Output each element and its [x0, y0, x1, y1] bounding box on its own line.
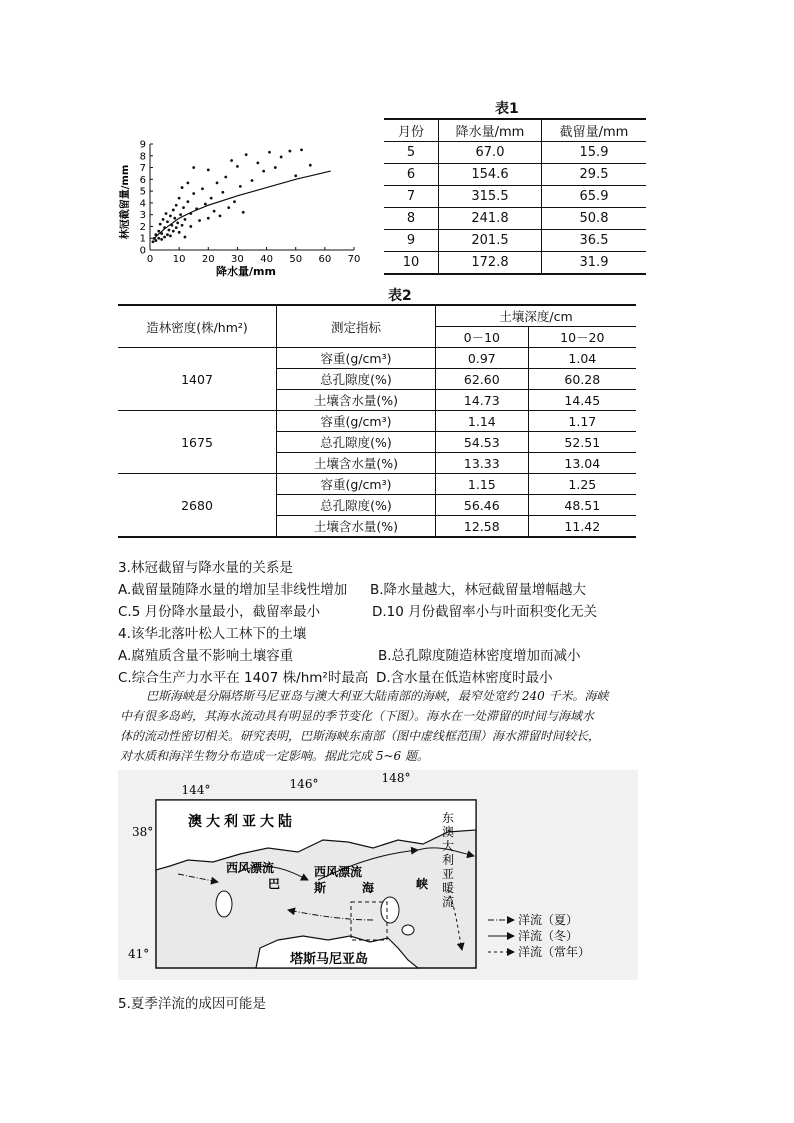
table-cell: 315.5 [439, 186, 542, 208]
passage-line: 体的流动性密切相关。研究表明，巴斯海峡东南部（图中虚线框范围）海水滞留时间较长， [120, 729, 601, 743]
data-point [227, 206, 230, 209]
scatter-chart [118, 138, 368, 280]
x-tick-label: 0 [146, 254, 154, 265]
table-cell: 154.6 [439, 164, 542, 186]
longitude-label: 148° [381, 771, 411, 785]
data-point [172, 209, 175, 212]
east-current-char: 大 [441, 839, 455, 853]
table-cell: 容重(g/cm³) [277, 474, 436, 495]
table1-title: 表1 [495, 101, 519, 117]
data-point [173, 217, 176, 220]
table-header: 降水量/mm [439, 119, 542, 142]
east-australian-current-label [442, 811, 454, 909]
table-cell: 29.5 [542, 164, 647, 186]
table-cell: 13.04 [528, 453, 636, 474]
table-header: 月份 [384, 119, 439, 142]
latitude-label: 38° [132, 825, 154, 839]
data-point [179, 213, 182, 216]
table-row [384, 230, 646, 252]
latitude-label: 41° [128, 947, 150, 961]
y-tick-label: 1 [139, 233, 146, 245]
west-wind-drift-label: 西风漂流 [226, 861, 275, 875]
table-header: 截留量/mm [542, 119, 647, 142]
table-row [384, 186, 646, 208]
table-cell: 54.53 [436, 432, 529, 453]
data-point [207, 169, 210, 172]
table-cell: 1.14 [436, 411, 529, 432]
data-point [207, 217, 210, 220]
y-tick-label: 0 [139, 245, 146, 257]
table-cell: 6 [384, 164, 439, 186]
passage-line: 巴斯海峡是分隔塔斯马尼亚岛与澳大利亚大陆南部的海峡，最窄处宽约 240 千米。海峡 [146, 689, 609, 703]
data-point [178, 231, 181, 234]
table-cell: 14.73 [436, 390, 529, 411]
trend-line [153, 171, 331, 239]
table-cell: 15.9 [542, 142, 647, 164]
data-point [245, 153, 248, 156]
flinders-island-shape [381, 897, 399, 923]
passage-line: 中有很多岛屿，其海水流动具有明显的季节变化（下图）。海水在一处滞留的时间与海域水 [120, 709, 595, 723]
data-point [224, 176, 227, 179]
x-tick-label: 40 [260, 254, 273, 265]
question-3-stem: 3.林冠截留与降水量的关系是 [118, 560, 293, 576]
data-point [166, 233, 169, 236]
data-point [186, 181, 189, 184]
data-point [242, 211, 245, 214]
data-point [300, 148, 303, 151]
east-current-char: 亚 [441, 867, 455, 881]
table-cell: 31.9 [542, 252, 647, 275]
y-tick-label: 6 [139, 174, 146, 186]
table-row [118, 348, 636, 369]
data-point [256, 161, 259, 164]
east-current-char: 暖 [441, 881, 455, 895]
table-cell: 总孔隙度(%) [277, 432, 436, 453]
tasmania-label: 塔斯马尼亚岛 [290, 952, 369, 967]
data-point [221, 191, 224, 194]
table-cell: 土壤含水量(%) [277, 390, 436, 411]
table-header-row [384, 119, 646, 142]
strait-char: 斯 [314, 881, 327, 895]
table-cell: 1.04 [528, 348, 636, 369]
question-5-stem: 5.夏季洋流的成因可能是 [118, 996, 266, 1012]
table-cell: 201.5 [439, 230, 542, 252]
table-cell: 10 [384, 252, 439, 275]
strait-char: 巴 [268, 877, 281, 891]
data-point [213, 210, 216, 213]
y-tick-label: 2 [139, 221, 146, 233]
data-point [230, 159, 233, 162]
east-current-char: 东 [441, 811, 455, 825]
longitude-label: 144° [181, 783, 211, 797]
data-point [160, 238, 163, 241]
data-point [163, 236, 166, 239]
table1 [384, 118, 646, 275]
data-point [169, 214, 172, 217]
strait-char: 海 [362, 881, 375, 895]
small-island-shape [402, 925, 414, 935]
table-cell: 总孔隙度(%) [277, 369, 436, 390]
question-4-option-b: B.总孔隙度随造林密度增加而减小 [378, 648, 581, 664]
table-row [384, 208, 646, 230]
data-point [168, 229, 171, 232]
question-4-option-d: D.含水量在低造林密度时最小 [376, 670, 553, 686]
table-row [384, 252, 646, 275]
x-axis-label: 降水量/mm [216, 265, 276, 278]
table-cell: 65.9 [542, 186, 647, 208]
y-tick-label: 7 [139, 163, 146, 175]
table-cell: 62.60 [436, 369, 529, 390]
table-cell: 60.28 [528, 369, 636, 390]
question-3-option-c: C.5 月份降水量最小，截留率最小 [118, 604, 321, 620]
table-cell: 容重(g/cm³) [277, 348, 436, 369]
table-row [384, 164, 646, 186]
data-point [186, 200, 189, 203]
table-cell: 0.97 [436, 348, 529, 369]
table-cell: 1.25 [528, 474, 636, 495]
table-cell: 48.51 [528, 495, 636, 516]
table-cell: 7 [384, 186, 439, 208]
data-point [233, 200, 236, 203]
west-wind-drift-label: 西风漂流 [314, 865, 363, 879]
y-tick-label: 5 [139, 186, 146, 198]
density-cell: 1675 [118, 411, 277, 474]
table-cell: 9 [384, 230, 439, 252]
table-cell: 172.8 [439, 252, 542, 275]
table-cell: 总孔隙度(%) [277, 495, 436, 516]
data-point [184, 218, 187, 221]
table-cell: 13.33 [436, 453, 529, 474]
data-point [192, 166, 195, 169]
x-tick-label: 10 [172, 254, 186, 265]
data-point [162, 218, 165, 221]
data-point [201, 187, 204, 190]
data-point [172, 230, 175, 233]
data-point [176, 222, 179, 225]
data-point [154, 239, 157, 242]
table-cell: 14.45 [528, 390, 636, 411]
table-cell: 容重(g/cm³) [277, 411, 436, 432]
bass-strait-map [118, 770, 638, 980]
data-point [175, 204, 178, 207]
data-point [181, 186, 184, 189]
legend-summer-label: 洋流（夏） [518, 913, 579, 927]
x-tick-label: 60 [318, 254, 332, 265]
table-header: 土壤深度/cm [436, 305, 637, 327]
table-cell: 67.0 [439, 142, 542, 164]
x-tick-label: 20 [201, 254, 215, 265]
question-4-option-c: C.综合生产力水平在 1407 株/hm²时最高 [118, 670, 369, 686]
data-point [157, 237, 160, 240]
table-row [118, 411, 636, 432]
data-point [210, 197, 213, 200]
table-header-row [118, 305, 636, 327]
table-row [384, 142, 646, 164]
data-point [294, 174, 297, 177]
legend-year-label: 洋流（常年） [518, 945, 591, 959]
legend-winter-label: 洋流（冬） [518, 929, 579, 943]
table-cell: 1.17 [528, 411, 636, 432]
question-3-option-d: D.10 月份截留率小与叶面积变化无关 [372, 604, 598, 620]
density-cell: 1407 [118, 348, 277, 411]
table-cell: 8 [384, 208, 439, 230]
table-cell: 1.15 [436, 474, 529, 495]
east-current-char: 利 [441, 853, 455, 867]
y-tick-label: 8 [139, 151, 146, 163]
table-cell: 土壤含水量(%) [277, 516, 436, 538]
data-point [288, 150, 291, 153]
data-point [268, 151, 271, 154]
table-row [118, 474, 636, 495]
data-point [309, 164, 312, 167]
data-point [236, 165, 239, 168]
x-tick-label: 30 [231, 254, 244, 265]
table-cell: 12.58 [436, 516, 529, 538]
data-point [178, 197, 181, 200]
data-point [157, 230, 160, 233]
table-header: 测定指标 [277, 305, 436, 348]
table2-title: 表2 [388, 288, 412, 304]
question-3-option-b: B.降水量越大，林冠截留量增幅越大 [370, 582, 587, 598]
data-point [181, 224, 184, 227]
data-point [239, 185, 242, 188]
table-cell: 56.46 [436, 495, 529, 516]
y-tick-label: 3 [139, 210, 146, 222]
mainland-label: 澳大利亚大陆 [188, 814, 296, 830]
data-point [166, 220, 169, 223]
data-point [169, 234, 172, 237]
data-point [152, 240, 155, 243]
table-cell: 5 [384, 142, 439, 164]
data-point [216, 181, 219, 184]
data-point [192, 192, 195, 195]
table-header: 10－20 [528, 327, 636, 348]
data-point [182, 206, 185, 209]
table-cell: 241.8 [439, 208, 542, 230]
data-point [280, 156, 283, 159]
y-tick-label: 9 [139, 139, 146, 151]
x-tick-label: 70 [347, 254, 361, 265]
table2 [118, 304, 636, 538]
passage-line: 对水质和海洋生物分布造成一定影响。据此完成 5~6 题。 [120, 749, 429, 763]
longitude-label: 146° [289, 777, 319, 791]
table-cell: 50.8 [542, 208, 647, 230]
question-4-option-a: A.腐殖质含量不影响土壤容重 [118, 648, 294, 664]
east-current-char: 澳 [441, 825, 455, 839]
table-cell: 11.42 [528, 516, 636, 538]
table-header: 0－10 [436, 327, 529, 348]
data-point [262, 170, 265, 173]
table-cell: 52.51 [528, 432, 636, 453]
x-tick-label: 50 [289, 254, 303, 265]
data-point [159, 223, 162, 226]
y-tick-label: 4 [139, 198, 146, 210]
data-point [165, 212, 168, 215]
strait-char: 峡 [416, 877, 429, 891]
table-cell: 36.5 [542, 230, 647, 252]
king-island-shape [216, 891, 232, 917]
data-point [198, 219, 201, 222]
density-cell: 2680 [118, 474, 277, 538]
data-point [184, 236, 187, 239]
table-cell: 土壤含水量(%) [277, 453, 436, 474]
east-current-char: 流 [441, 895, 455, 909]
data-point [274, 166, 277, 169]
data-point [189, 225, 192, 228]
data-point [175, 226, 178, 229]
data-point [204, 203, 207, 206]
data-point [251, 179, 254, 182]
y-axis-label: 林冠截留量/mm [120, 164, 131, 240]
data-point [219, 214, 222, 217]
question-3-option-a: A.截留量随降水量的增加呈非线性增加 [118, 582, 348, 598]
question-4-stem: 4.该华北落叶松人工林下的土壤 [118, 626, 307, 642]
table-header: 造林密度(株/hm²) [118, 305, 277, 348]
